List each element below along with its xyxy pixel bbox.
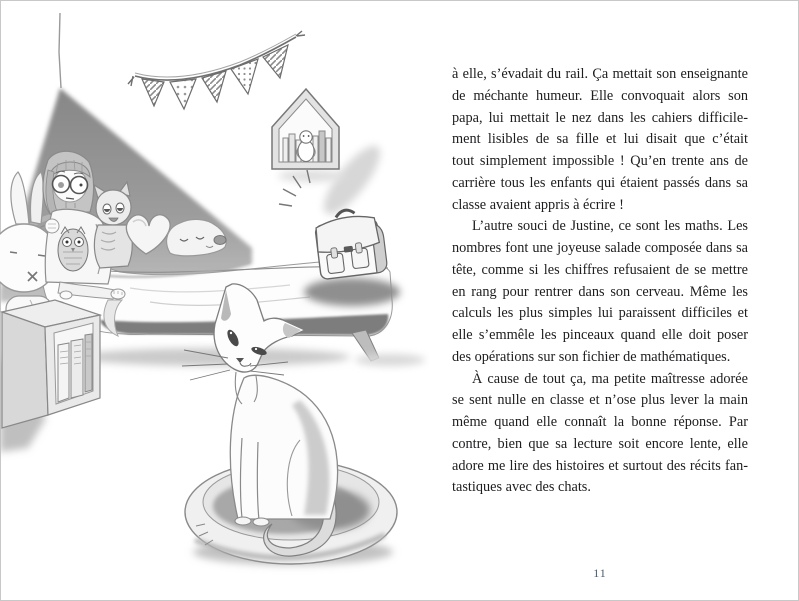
text-line: À cause de tout ça, ma petite maîtresse adorée [472, 370, 748, 387]
garland-knot-left [128, 76, 134, 86]
text-line: même quand elle connaît la bonne réponse. Par [452, 414, 748, 430]
text-line: contre, bien que sa lecture soit encore lente, elle [452, 435, 748, 452]
girl-foot [60, 291, 72, 299]
garland-knot-right [296, 31, 305, 36]
book-cube [0, 300, 100, 452]
girl-hand [45, 219, 59, 233]
pennant-striped [142, 79, 164, 106]
story-text [452, 64, 748, 499]
text-line: calculs les plus simples lui paraissent difficiles et [452, 305, 748, 322]
text-line: papa, lui mettait le nez dans les cahiers difficile- [452, 109, 748, 126]
girl-right-eye [80, 184, 83, 187]
bunting-garland [128, 31, 305, 109]
text-line: à elle, s’évadait du rail. Ça mettait son enseignante [452, 66, 748, 82]
text-line: de méchante humeur. Elle convoquait alors son [452, 87, 748, 104]
text-line: se sent nulle en classe et n’ose plus lever la main [452, 392, 748, 409]
text-line: ment lisibles de sa fille et lui disait que c’était [452, 131, 748, 148]
text-line: nombres font une joyeuse salade composée dans sa [452, 240, 748, 256]
cube-books [58, 334, 92, 402]
text-line: L’autre souci de Justine, ce sont les maths. Les [472, 218, 748, 235]
text-line: tout simplement impossible ! Qu’en trente ans de [452, 153, 748, 169]
text-page [430, 0, 799, 601]
page-number: 11 [593, 566, 607, 580]
text-line: tête, comme si les chiffres refusaient de se mettre [452, 261, 748, 278]
pennant-dotted [170, 79, 196, 109]
floor-shadow [80, 348, 350, 366]
bird-figurine [297, 131, 315, 162]
satchel-shadow [304, 278, 400, 306]
text-line: des opérations sur son fichier de mathématiques. [452, 348, 731, 365]
girl-left-eye [58, 182, 64, 188]
school-satchel [313, 206, 388, 280]
text-line: tastiques avec des chats. [452, 479, 591, 496]
text-line: classe avaient appris à écrire ! [452, 196, 624, 213]
text-line: elle s’emmêle les pinceaux quand elle doit poser [452, 327, 748, 343]
text-line: en rang pour rentrer dans son cerveau. Même les [452, 283, 748, 300]
text-line: carrière tous les enfants qui étaient passés dans sa [452, 174, 748, 191]
house-shelf [272, 89, 389, 222]
text-line: adore me lire des histoires et surtout des récits fan- [452, 457, 748, 474]
